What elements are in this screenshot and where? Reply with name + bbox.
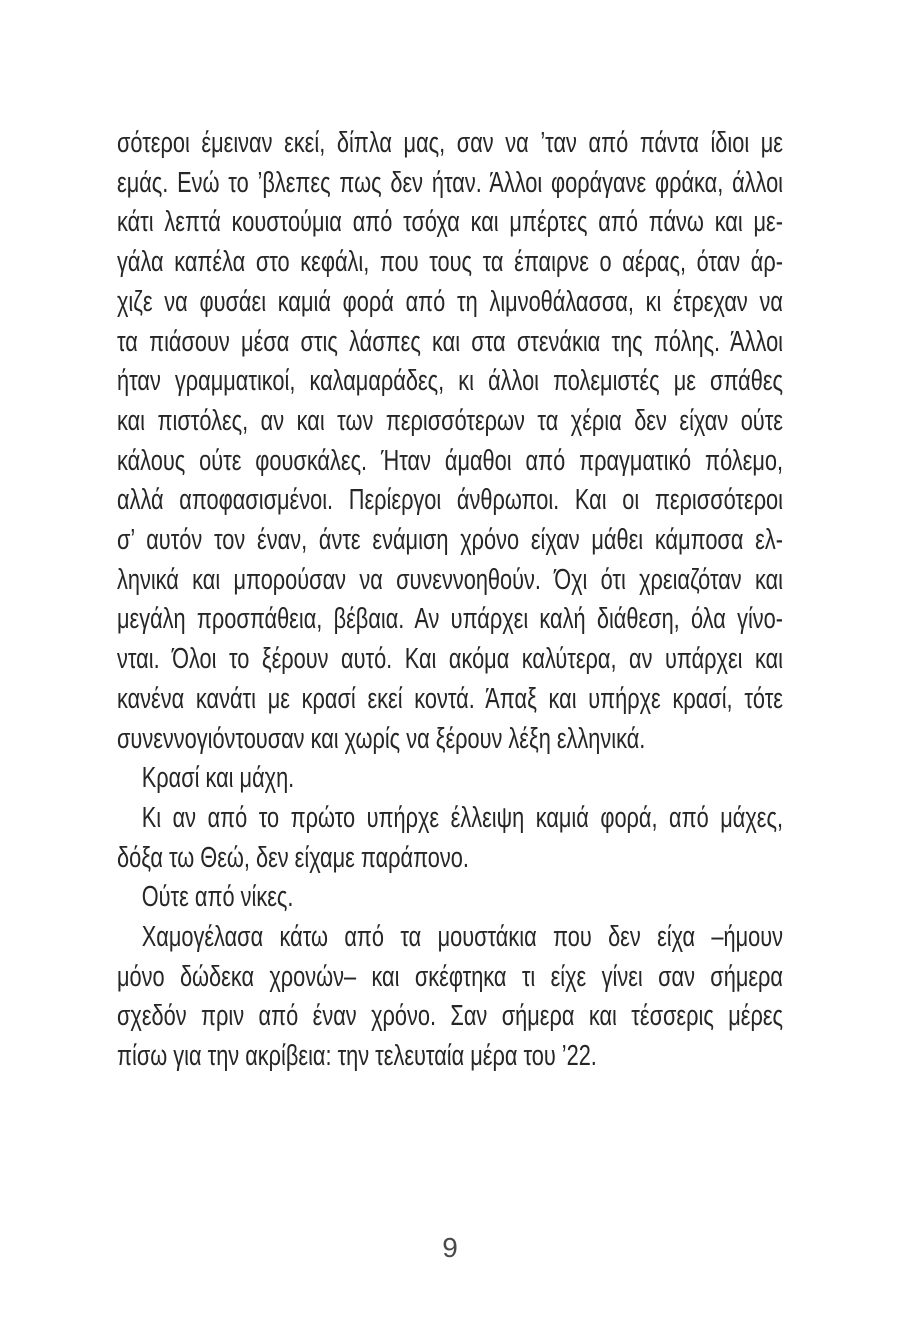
text-line: μόνο δώδεκα χρονών– και σκέφτηκα τι είχε γίνει σαν σήμερα: [117, 960, 783, 993]
text-line: Ούτε από νίκες.: [141, 881, 294, 914]
text-line: σχεδόν πριν από έναν χρόνο. Σαν σήμερα και τέσσερις μέρες: [117, 1000, 783, 1033]
text-line: νται. Όλοι το ξέρουν αυτό. Και ακόμα καλύτερα, αν υπάρχει και: [117, 643, 783, 676]
text-line: χιζε να φυσάει καμιά φορά από τη λιμνοθάλασσα, κι έτρεχαν να: [117, 285, 783, 318]
text-line: Χαμογέλασα κάτω από τα μουστάκια που δεν είχα –ήμουν: [141, 921, 783, 954]
text-line: ληνικά και μπορούσαν να συνεννοηθούν. Όχι ότι χρειαζόταν και: [117, 563, 783, 596]
text-line: κάλους ούτε φουσκάλες. Ήταν άμαθοι από πραγματικό πόλεμο,: [117, 444, 783, 477]
text-line: αλλά αποφασισμένοι. Περίεργοι άνθρωποι. Και οι περισσότεροι: [117, 484, 783, 517]
text-line: δόξα τω Θεώ, δεν είχαμε παράπονο.: [117, 841, 469, 874]
text-line: ήταν γραμματικοί, καλαμαράδες, κι άλλοι πολεμιστές με σπάθες: [117, 365, 783, 398]
text-line: εμάς. Ενώ το ’βλεπες πως δεν ήταν. Άλλοι φοράγανε φράκα, άλλοι: [117, 166, 783, 199]
text-line: κανένα κανάτι με κρασί εκεί κοντά. Άπαξ και υπήρχε κρασί, τότε: [117, 682, 783, 715]
text-line: συνεννογιόντουσαν και χωρίς να ξέρουν λέξη ελληνικά.: [117, 722, 646, 755]
text-line: σότεροι έμειναν εκεί, δίπλα μας, σαν να ’ταν από πάντα ίδιοι με: [117, 127, 783, 159]
text-line: Κρασί και μάχη.: [141, 762, 295, 795]
text-line: τα πιάσουν μέσα στις λάσπες και στα στενάκια της πόλης. Άλλοι: [117, 325, 783, 358]
text-line: πίσω για την ακρίβεια: την τελευταία μέρα του ’22.: [117, 1040, 597, 1073]
text-line: Κι αν από το πρώτο υπήρχε έλλειψη καμιά φορά, από μάχες,: [141, 801, 783, 834]
text-line: και πιστόλες, αν και των περισσότερων τα χέρια δεν είχαν ούτε: [117, 404, 783, 437]
text-line: κάτι λεπτά κουστούμια από τσόχα και μπέρτες από πάνω και με-: [117, 206, 783, 239]
text-line: γάλα καπέλα στο κεφάλι, που τους τα έπαιρνε ο αέρας, όταν άρ-: [117, 246, 783, 279]
text-line: μεγάλη προσπάθεια, βέβαια. Αν υπάρχει καλή διάθεση, όλα γίνο-: [117, 603, 783, 636]
page-number: 9: [442, 1232, 458, 1263]
text-line: σ’ αυτόν τον έναν, άντε ενάμιση χρόνο είχαν μάθει κάμποσα ελ-: [117, 524, 783, 557]
body-text: [117, 124, 783, 1077]
